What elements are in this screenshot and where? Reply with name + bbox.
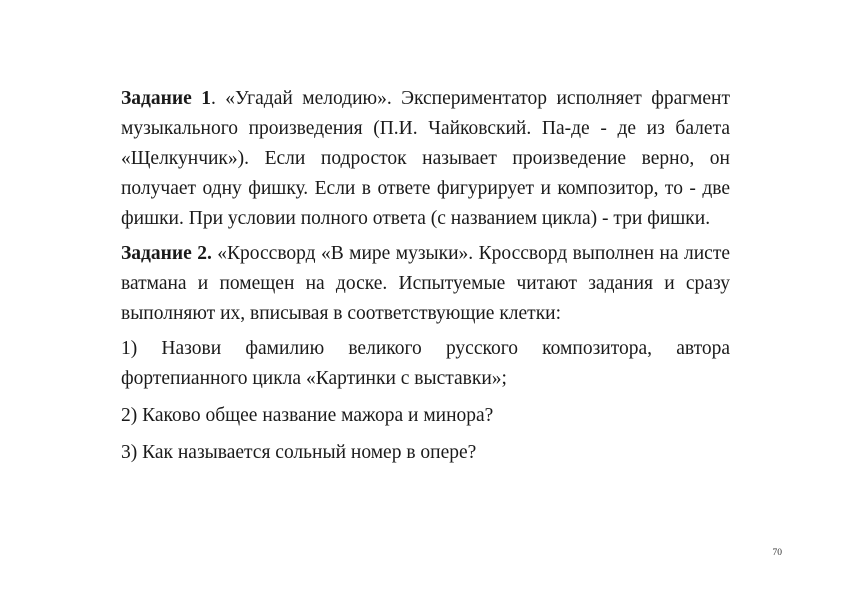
task-1-paragraph xyxy=(121,84,730,234)
task-1-text: . «Угадай мелодию». Экспериментатор исполняет фрагмент музыкального произведения (П.И. Чайковский. Па-де - де из балета «Щелкунчик»). Если подросток называет произведение верно, он получает одну фишку. Если в ответе фигурирует и композитор, то - две фишки. При условии полного ответа (с названием цикла) - три фишки. xyxy=(121,88,730,229)
question-item-2: 2) Каково общее название мажора и минора? xyxy=(121,405,494,426)
document-body xyxy=(121,84,730,468)
task-1-label: Задание 1 xyxy=(121,88,211,109)
task-2-text: «Кроссворд «В мире музыки». Кроссворд выполнен на листе ватмана и помещен на доске. Испытуемые читают задания и сразу выполняют их, вписывая в соответствующие клетки: xyxy=(121,243,730,324)
page-number: 70 xyxy=(772,548,782,558)
question-item-3: 3) Как называется сольный номер в опере? xyxy=(121,442,477,463)
task-2-label: Задание 2. xyxy=(121,243,212,264)
task-2-paragraph xyxy=(121,239,730,329)
question-item-1: 1) Назови фамилию великого русского композитора, автора фортепианного цикла «Картинки с выставки»; xyxy=(121,338,730,389)
